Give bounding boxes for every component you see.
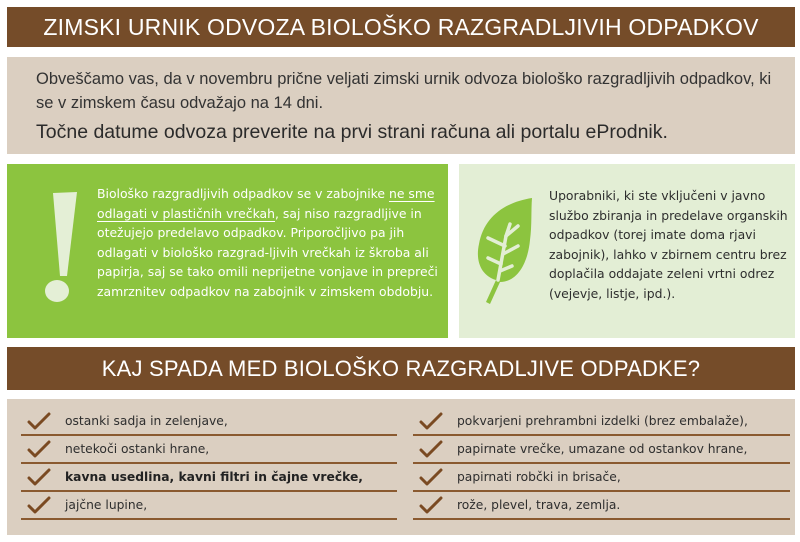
list-item-label: netekoči ostanki hrane, [65, 442, 210, 456]
list-item [21, 408, 397, 436]
list-item [21, 436, 397, 464]
checkmark-icon [27, 440, 51, 458]
warning-text [97, 184, 447, 302]
checkmark-icon [419, 468, 443, 486]
leaf-note-box [459, 164, 795, 338]
checkmark-icon [27, 468, 51, 486]
section-title: KAJ SPADA MED BIOLOŠKO RAZGRADLJIVE ODPADKE? [101, 355, 701, 381]
info-box [7, 57, 795, 154]
page-title-banner [7, 7, 795, 47]
waste-list [7, 399, 795, 535]
checkmark-icon [27, 412, 51, 430]
warning-text-rest: , saj niso razgradljive in otežujejo predelavo odpadkov. Priporočljivo pa jih odlagati v biološko razgrad-ljivih vrečkah iz škroba ali papirja, saj se tako omili neprijetne vonjave in prepreči zamrznitev odpadkov na zabojnik v zimskem obdobju. [97, 205, 438, 299]
list-item [413, 492, 790, 520]
checkmark-icon [419, 496, 443, 514]
leaf-note-text: Uporabniki, ki ste vključeni v javno službo zbiranja in predelave organskih odpadkov (torej imate doma rjavi zabojnik), lahko v zbirnem centru brez doplačila oddajate zeleni vrtni odrez (vejevje, listje, ipd.). [549, 188, 788, 301]
list-item-label: jajčne lupine, [65, 498, 148, 512]
info-paragraph-emphasis: Točne datume odvoza preverite na prvi strani računa ali portalu eProdnik. [36, 121, 668, 143]
leaf-icon [476, 196, 534, 306]
warning-box [7, 164, 448, 338]
list-item [21, 492, 397, 520]
list-item-label: ostanki sadja in zelenjave, [65, 414, 228, 428]
list-item-label: rože, plevel, trava, zemlja. [457, 498, 621, 512]
list-item [413, 408, 790, 436]
list-item [21, 464, 397, 492]
waste-list-left [21, 408, 397, 520]
section-title-banner [7, 347, 795, 390]
list-item-label: papirnate vrečke, umazane od ostankov hrane, [457, 442, 748, 456]
list-item-label: papirnati robčki in brisače, [457, 470, 621, 484]
checkmark-icon [419, 440, 443, 458]
list-item [413, 464, 790, 492]
list-item-label: kavna usedlina, kavni filtri in čajne vrečke, [65, 470, 363, 484]
page-title: ZIMSKI URNIK ODVOZA BIOLOŠKO RAZGRADLJIVIH ODPADKOV [43, 13, 759, 40]
warning-text-lead: Biološko razgradljivih odpadkov se v zabojnike [97, 186, 389, 201]
info-paragraph: Obveščamo vas, da v novembru prične veljati zimski urnik odvoza biološko razgradljivih odpadkov, ki se v zimskem času odvažajo na 14 dni. [36, 70, 772, 112]
list-item [413, 436, 790, 464]
checkmark-icon [419, 412, 443, 430]
checkmark-icon [27, 496, 51, 514]
warning-text-underlined: ne sme odlagati v plastičnih vrečkah [97, 186, 435, 221]
list-item-label: pokvarjeni prehrambni izdelki (brez embalaže), [457, 414, 748, 428]
waste-list-right [413, 408, 790, 520]
exclamation-icon [37, 192, 77, 304]
